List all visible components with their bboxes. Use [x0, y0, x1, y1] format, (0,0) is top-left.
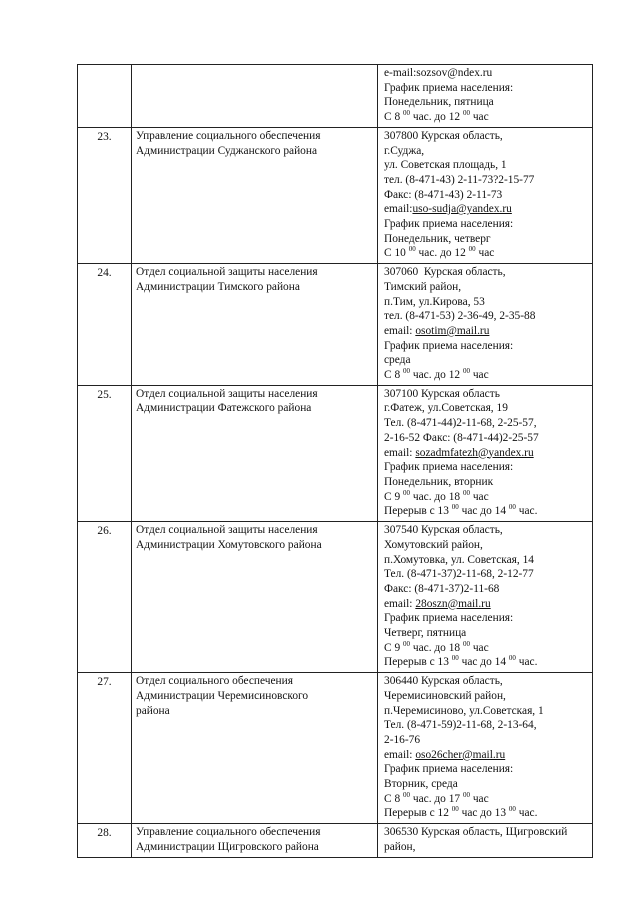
contact-text: email:	[384, 446, 416, 459]
contact-text: час.	[515, 656, 538, 669]
contact-details	[378, 673, 593, 824]
contact-line	[384, 217, 590, 232]
row-number	[78, 65, 132, 128]
contact-line	[384, 567, 590, 582]
contact-text: ул. Советская площадь, 1	[384, 159, 507, 172]
contact-text: С 10	[384, 247, 409, 260]
contact-text: С 8	[384, 369, 403, 382]
email-link[interactable]: oso26cher@mail.ru	[415, 748, 506, 761]
organization-name	[132, 824, 378, 857]
contact-text: Четверг, пятница	[384, 627, 467, 640]
time-minutes-superscript: 00	[403, 790, 410, 799]
contact-text: час до 14	[458, 656, 509, 669]
contact-text: С 8	[384, 111, 403, 124]
contact-line	[384, 792, 590, 807]
organization-name-line: Администрации Черемисиновского	[136, 689, 309, 702]
contact-text: 306440 Курская область,	[384, 675, 503, 688]
organization-name-line: Отдел социальной защиты населения	[136, 266, 318, 279]
contact-text: email:	[384, 597, 416, 610]
contact-text: Тел. (8-471-59)2-11-68, 2-13-64,	[384, 719, 537, 732]
contact-text: 307800 Курская область,	[384, 129, 503, 142]
contact-text: 2-16-76	[384, 733, 421, 746]
contact-line	[384, 158, 590, 173]
row-number: 24.	[78, 264, 132, 386]
contact-line	[384, 626, 590, 641]
contact-text: Понедельник, вторник	[384, 475, 494, 488]
time-minutes-superscript: 00	[462, 790, 470, 799]
table-row	[78, 673, 593, 824]
contact-line	[384, 825, 590, 840]
contact-text: час. до 18	[410, 641, 463, 654]
contact-line	[384, 129, 590, 144]
table-row	[78, 522, 593, 673]
contact-text: тел. (8-471-43) 2-11-73?2-15-77	[384, 173, 535, 186]
contact-text: п.Хомутовка, ул. Советская, 14	[384, 553, 534, 566]
contact-line	[384, 504, 590, 519]
time-minutes-superscript: 00	[403, 639, 410, 648]
contact-line	[384, 689, 590, 704]
contact-line	[384, 110, 590, 125]
contact-text: График приема населения:	[384, 339, 514, 352]
contact-text: час	[469, 792, 489, 805]
contact-text: email:	[384, 748, 416, 761]
contact-text: час. до 12	[410, 369, 463, 382]
email-link[interactable]: uso-sudja@yandex.ru	[412, 203, 512, 216]
contact-line	[384, 339, 590, 354]
table-row	[78, 264, 593, 386]
contact-line	[384, 460, 590, 475]
contact-details	[378, 127, 593, 263]
row-number: 23.	[78, 127, 132, 263]
time-minutes-superscript: 00	[408, 245, 416, 254]
time-minutes-superscript: 00	[462, 488, 470, 497]
contact-text: email:	[384, 203, 413, 216]
contact-text: час	[469, 641, 489, 654]
time-minutes-superscript: 00	[462, 639, 470, 648]
contact-text: район,	[384, 840, 416, 853]
contact-text: час.	[515, 505, 538, 518]
contact-text: Перерыв с 13	[384, 505, 452, 518]
contact-text: г.Суджа,	[384, 144, 425, 157]
contact-text: 306530 Курская область, Щигровский	[384, 826, 568, 839]
organization-name	[132, 264, 378, 386]
contact-line	[384, 733, 590, 748]
contact-text: email:	[384, 324, 416, 337]
time-minutes-superscript: 00	[468, 245, 476, 254]
contact-text: час до 13	[458, 807, 509, 820]
organization-name-line: Администрации Тимского района	[136, 280, 300, 293]
contact-line	[384, 265, 590, 280]
contact-text: час. до 17	[410, 792, 463, 805]
contact-text: Тимский район,	[384, 280, 462, 293]
contact-text: Перерыв с 13	[384, 656, 452, 669]
contact-text: п.Тим, ул.Кирова, 53	[384, 295, 485, 308]
contact-line	[384, 806, 590, 821]
row-number: 27.	[78, 673, 132, 824]
contact-text: час	[475, 247, 495, 260]
contacts-table-body	[78, 65, 593, 858]
contact-text: Тел. (8-471-37)2-11-68, 2-12-77	[384, 568, 534, 581]
contact-line	[384, 538, 590, 553]
contact-text: час. до 18	[410, 490, 463, 503]
contact-text: Хомутовский район,	[384, 538, 483, 551]
contact-text: Тел. (8-471-44)2-11-68, 2-25-57,	[384, 417, 537, 430]
email-link[interactable]: osotim@mail.ru	[415, 324, 490, 337]
contact-text: С 8	[384, 792, 403, 805]
organization-name-line: Администрации Суджанского района	[136, 144, 318, 157]
organization-name-line: Администрации Щигровского района	[136, 840, 319, 853]
contact-line	[384, 144, 590, 159]
contact-line	[384, 777, 590, 792]
contact-line	[384, 280, 590, 295]
organization-name	[132, 385, 378, 521]
time-minutes-superscript: 00	[451, 503, 459, 512]
contact-line	[384, 246, 590, 261]
contact-line	[384, 597, 590, 612]
contact-line	[384, 232, 590, 247]
contact-line	[384, 387, 590, 402]
contact-text: час	[469, 111, 489, 124]
table-row	[78, 127, 593, 263]
contact-text: С 9	[384, 490, 403, 503]
contact-line	[384, 353, 590, 368]
contact-text: час. до 12	[415, 247, 469, 260]
contact-line	[384, 523, 590, 538]
contact-text: 307540 Курская область,	[384, 524, 503, 537]
contact-text: График приема населения:	[384, 763, 514, 776]
contact-line	[384, 95, 590, 110]
contact-text: 307100 Курская область	[384, 387, 500, 400]
contact-line	[384, 490, 590, 505]
contact-line	[384, 655, 590, 670]
contact-line	[384, 762, 590, 777]
contact-text: Понедельник, пятница	[384, 96, 494, 109]
organization-name-line: Управление социального обеспечения	[136, 129, 321, 142]
contact-line	[384, 188, 590, 203]
time-minutes-superscript: 00	[508, 503, 516, 512]
organization-name-line: Отдел социального обеспечения	[136, 675, 293, 688]
row-number: 25.	[78, 385, 132, 521]
contact-text: 307060 Курская область,	[384, 266, 506, 279]
contact-text: Понедельник, четверг	[384, 232, 491, 245]
time-minutes-superscript: 00	[508, 805, 516, 814]
organization-name	[132, 522, 378, 673]
contact-line	[384, 401, 590, 416]
contact-line	[384, 202, 590, 217]
contact-text: С 9	[384, 641, 403, 654]
contact-line	[384, 295, 590, 310]
contact-text: тел. (8-471-53) 2-36-49, 2-35-88	[384, 310, 536, 323]
contact-text: Перерыв с 12	[384, 807, 452, 820]
contact-line	[384, 66, 590, 81]
contact-text: п.Черемисиново, ул.Советская, 1	[384, 704, 544, 717]
contact-text: Вторник, среда	[384, 778, 458, 791]
contact-details	[378, 385, 593, 521]
contact-line	[384, 431, 590, 446]
contact-line	[384, 718, 590, 733]
contact-text: час.	[515, 807, 538, 820]
row-number: 26.	[78, 522, 132, 673]
contacts-table	[77, 64, 593, 858]
organization-name	[132, 673, 378, 824]
time-minutes-superscript: 00	[451, 654, 459, 663]
contact-line	[384, 324, 590, 339]
table-row	[78, 385, 593, 521]
contact-details	[378, 522, 593, 673]
time-minutes-superscript: 00	[508, 654, 516, 663]
contact-line	[384, 368, 590, 383]
contact-line	[384, 748, 590, 763]
contact-line	[384, 416, 590, 431]
contact-line	[384, 309, 590, 324]
contact-text: График приема населения:	[384, 461, 514, 474]
organization-name-line: Администрации Хомутовского района	[136, 538, 322, 551]
contact-text: 2-16-52 Факс: (8-471-44)2-25-57	[384, 431, 539, 444]
time-minutes-superscript: 00	[403, 367, 410, 376]
organization-name-line: Отдел социальной защиты населения	[136, 387, 318, 400]
contact-line	[384, 674, 590, 689]
contact-details	[378, 824, 593, 857]
contact-line	[384, 840, 590, 855]
contact-text: час до 14	[458, 505, 509, 518]
organization-name-line: Управление социального обеспечения	[136, 826, 321, 839]
email-link[interactable]: sozadmfatezh@yandex.ru	[415, 446, 534, 459]
contact-text: e-mail:sozsov@ndex.ru	[384, 67, 493, 79]
time-minutes-superscript: 00	[462, 367, 470, 376]
contact-text: Факс: (8-471-43) 2-11-73	[384, 188, 503, 201]
contact-text: час	[469, 369, 489, 382]
contact-line	[384, 173, 590, 188]
contact-details	[378, 65, 593, 128]
organization-name-line: Отдел социальной защиты населения	[136, 524, 318, 537]
contact-text: среда	[384, 354, 411, 367]
contact-text: График приема населения:	[384, 612, 514, 625]
contact-details	[378, 264, 593, 386]
contact-text: График приема населения:	[384, 81, 514, 94]
contact-line	[384, 611, 590, 626]
contact-text: График приема населения:	[384, 218, 514, 231]
contact-line	[384, 81, 590, 96]
time-minutes-superscript: 00	[403, 109, 410, 118]
contact-text: час	[469, 490, 489, 503]
row-number: 28.	[78, 824, 132, 857]
organization-name-line: Администрации Фатежского района	[136, 402, 312, 415]
contact-line	[384, 704, 590, 719]
contact-text: час. до 12	[410, 111, 463, 124]
contact-line	[384, 446, 590, 461]
contact-line	[384, 553, 590, 568]
organization-name	[132, 65, 378, 128]
contact-line	[384, 582, 590, 597]
contact-text: Факс: (8-471-37)2-11-68	[384, 582, 500, 595]
table-row	[78, 65, 593, 128]
email-link[interactable]: 28oszn@mail.ru	[415, 597, 491, 610]
contact-line	[384, 475, 590, 490]
contact-text: Черемисиновский район,	[384, 689, 506, 702]
organization-name-line: района	[136, 704, 170, 717]
organization-name	[132, 127, 378, 263]
time-minutes-superscript: 00	[451, 805, 459, 814]
contact-line	[384, 641, 590, 656]
table-row	[78, 824, 593, 857]
time-minutes-superscript: 00	[462, 109, 470, 118]
time-minutes-superscript: 00	[403, 488, 410, 497]
contact-text: г.Фатеж, ул.Советская, 19	[384, 402, 508, 415]
